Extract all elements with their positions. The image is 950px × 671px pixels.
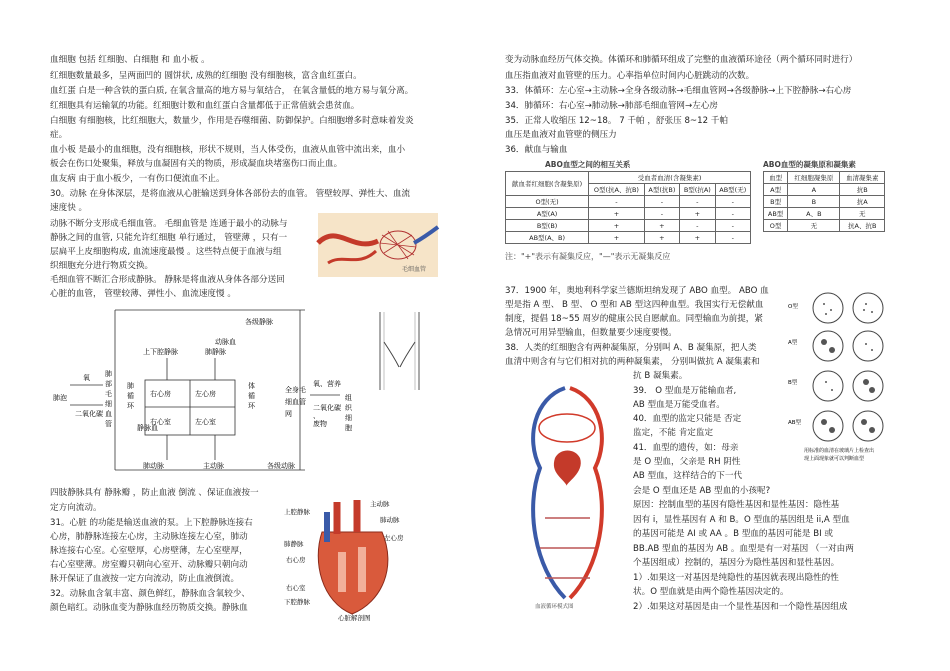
- text-line: AB 型血，这样结合的下一代: [633, 471, 743, 481]
- heart-label-la: 左心房: [384, 534, 404, 542]
- label-waste-3: 废物: [313, 420, 327, 428]
- label-pulmonary-artery: 肺动脉: [143, 462, 164, 470]
- label-co2: 二氧化碳: [75, 410, 103, 418]
- text-line: 30。动脉 在身体深层，是将血液从心脏输送到身体各部份去的血管。 管壁较厚、弹性大、血流: [50, 189, 411, 199]
- label-tissue-3: 细: [345, 414, 352, 422]
- slide-label-o: O型: [788, 304, 798, 310]
- text-line: 制度，提倡 18~55 周岁的健康公民自愿献血。同型输血为前提，紧: [505, 314, 763, 324]
- text-line: 症。: [50, 130, 68, 140]
- text-line: 血压指血液对血管壁的压力。心率指单位时间内心脏跳动的次数。: [505, 71, 755, 81]
- text-line: 1）.如果这一对基因是纯隐性的基因就表现出隐性的性: [633, 573, 839, 583]
- text-line: 血红蛋 白是一种含铁的蛋白质, 在氧含量高的地方易与氧结合， 在氧含量低的地方易与氧分离。: [50, 86, 414, 96]
- abo-head-o: O型(抗A、抗B): [589, 184, 645, 196]
- capillary-caption: 毛细血管: [402, 266, 427, 273]
- table-row: AB型(A、B) + + + -: [506, 232, 751, 244]
- text-line: 血小板 是最小的血细胞，没有细胞核，形状不规则，当人体受伤，血液从血管中流出来，血小: [50, 145, 406, 155]
- label-tissue-4: 胞: [345, 424, 352, 432]
- heart-label-ra: 右心房: [286, 556, 306, 564]
- slide-caption-1: 用标准的血清在玻璃片上检查出: [804, 448, 875, 454]
- text-line: 会是 O 型血还是 AB 型血的小孩呢?: [633, 486, 771, 496]
- text-line: 2）.如果这对基因是由一个显性基因和一个隐性基因组成: [633, 602, 848, 612]
- text-line: 四肢静脉具有 静脉瓣 ，防止血液 倒流 、保证血液按一: [50, 488, 259, 498]
- text-line: 监定，不能 肯定监定: [633, 428, 714, 438]
- label-oxygen: 氧: [83, 374, 90, 382]
- text-line: 血清中则含有与它们相对抗的两种凝集素， 分别叫做抗 A 凝集素和: [505, 357, 760, 367]
- abo-table-note: 注："+"表示有凝集反应，"—"表示无凝集反应: [505, 252, 671, 261]
- agg-table-title: ABO血型的凝集原和凝集素: [763, 160, 856, 169]
- abo-head-recipient: 受血者血清(含凝集素): [589, 172, 751, 184]
- heart-label-rv: 右心室: [286, 584, 306, 592]
- text-line: 板会在伤口处聚集，释放与血凝固有关的物质，形成凝血块堵塞伤口而止血。: [50, 159, 343, 169]
- label-body-capillary-3: 网: [285, 410, 292, 418]
- label-arterial-blood: 动脉血: [215, 338, 236, 346]
- text-line: 原因：控制血型的基因有隐性基因和显性基因：隐性基: [633, 500, 840, 510]
- heart-label-pv: 肺静脉: [284, 540, 304, 548]
- circulation-flow-diagram: [55, 300, 400, 480]
- text-line: BB.AB 型血的基因为 AB 。血型是有一对基因 （一对由两: [633, 544, 854, 554]
- label-vena-cava: 上下腔静脉: [143, 348, 178, 356]
- circ-model-caption: 血液循环模式图: [535, 604, 574, 610]
- text-line: 颜色暗红。动脉血变为静脉血经历物质交换。静脉血: [50, 603, 248, 613]
- table-row: B型 B 抗A: [764, 196, 885, 208]
- abo-head-b: B型(抗A): [680, 184, 715, 196]
- label-venous-blood: 静脉血: [137, 424, 158, 432]
- slide-label-a: A型: [788, 340, 798, 346]
- text-line: 急情况可用异型输血，但数量要少速度要慢。: [505, 328, 677, 338]
- heart-label-ivc: 下腔静脉: [284, 598, 310, 606]
- text-line: AB 型血是万能受血者。: [633, 400, 725, 410]
- label-pulmonary-circulation-3: 环: [127, 402, 134, 410]
- label-lung-capillary-4: 细: [105, 400, 112, 408]
- abo-table-title: ABO血型之间的相互关系: [545, 160, 631, 169]
- abo-relation-table: [505, 160, 755, 261]
- label-waste-1: 二氧化碳: [313, 404, 341, 412]
- label-pulmonary-circulation-1: 肺: [127, 382, 134, 390]
- text-line: 血压是血液对血管壁的侧压力: [505, 130, 617, 140]
- label-lung-capillary-2: 部: [105, 380, 112, 388]
- text-line: 变为动脉血经历气体交换。体循环和肺循环组成了完整的血液循环途径（两个循环同时进行）: [505, 55, 858, 65]
- label-left-atrium: 左心房: [195, 390, 216, 398]
- label-body-capillary-1: 全身毛: [285, 386, 306, 394]
- label-alveoli: 肺泡: [53, 394, 67, 402]
- blood-type-slides: [786, 290, 896, 470]
- text-line: 速度快 。: [50, 203, 88, 213]
- heart-anatomy-illustration: [282, 492, 422, 622]
- label-arteries: 各级动脉: [267, 462, 295, 470]
- text-line: 32。动脉血含氧丰富、颜色鲜红，静脉血含氧较少、: [50, 589, 250, 599]
- text-line: 个基因组成）控制的，基因分为隐性基因和显性基因。: [633, 558, 840, 568]
- table-row: O型 无 抗A、抗B: [764, 220, 885, 232]
- text-line: 层扁平上皮细胞构成, 血流速度最慢 。这些特点便于血液与组: [50, 247, 282, 257]
- text-line: 红细胞数量最多，呈两面凹的 圆饼状, 成熟的红细胞 没有细胞核，富含血红蛋白。: [50, 71, 362, 81]
- text-line: 右心室壁薄。房室瓣只朝向心室开、动脉瓣只朝向动: [50, 560, 248, 570]
- label-left-ventricle: 左心室: [195, 418, 216, 426]
- label-systemic-circulation-2: 循: [248, 392, 255, 400]
- text-line: 型是指 A 型、 B 型、 O 型和 AB 型这四种血型。我国实行无偿献血: [505, 300, 764, 310]
- agglutinogen-table: ABO血型的凝集原和凝集素 血型 红细胞凝集原 血清凝集素 A型 A 抗B B型 B 抗A AB型 A、B 无 O型 无 抗A、抗B: [763, 160, 888, 232]
- text-line: 41．血型的遗传，如：母亲: [633, 443, 739, 453]
- text-line: 心脏的血管， 管壁较薄、弹性小、血流速度慢 。: [50, 289, 236, 299]
- circulation-model-illustration: [505, 378, 630, 610]
- abo-head-a: A型(抗B): [644, 184, 679, 196]
- text-line: 是 O 型血，父亲是 RH 阴性: [633, 457, 741, 467]
- text-line: 红细胞具有运输氧的功能。红细胞计数和血红蛋白含量都低于正常值就会患贫血。: [50, 101, 360, 111]
- text-line: 心房，肺静脉连接左心房，主动脉连接左心室，肺动: [50, 532, 248, 542]
- label-systemic-circulation-3: 环: [248, 402, 255, 410]
- table-row: AB型 A、B 无: [764, 208, 885, 220]
- heart-label-svc: 上腔静脉: [284, 508, 310, 516]
- text-line: 血细胞 包括 红细胞、白细胞 和 血小板 。: [50, 55, 210, 65]
- label-lung-capillary-1: 肺: [105, 370, 112, 378]
- text-line: 织细胞充分进行物质交换。: [50, 261, 154, 271]
- label-waste-2: 、: [313, 412, 320, 420]
- text-line: 脉连接右心室。心室壁厚，心房壁薄，左心室壁厚，: [50, 546, 248, 556]
- abo-head-ab: AB型(无): [715, 184, 750, 196]
- heart-label-pa: 肺动脉: [380, 516, 400, 524]
- vein-valve-illustration: [372, 312, 427, 390]
- text-line: 白细胞 有细胞核，比红细胞大，数量少，作用是吞噬细菌、防御保护。白细胞增多时意味着发炎: [50, 116, 414, 126]
- label-pulmonary-vein: 肺静脉: [205, 348, 226, 356]
- text-line: 39． O 型血是万能输血者,: [633, 386, 737, 396]
- text-line: 毛细血管不断汇合形成静脉。 静脉是将血液从身体各部分送回: [50, 275, 285, 285]
- slide-caption-2: 现上面现象就可以判断血型: [804, 456, 865, 462]
- text-line: 脉开保证了血液按一定方向流动，防止血液倒流。: [50, 574, 240, 584]
- label-tissue-1: 组: [345, 394, 352, 402]
- label-lung-capillary-3: 毛: [105, 390, 112, 398]
- table-row: A型(A) + - + -: [506, 208, 751, 220]
- table-row: O型(无) - - - -: [506, 196, 751, 208]
- table-row: A型 A 抗B: [764, 184, 885, 196]
- label-venules: 各级静脉: [245, 318, 273, 326]
- label-pulmonary-circulation-2: 循: [127, 392, 134, 400]
- text-line: 静脉之间的血管, 只能允许红细胞 单行通过， 管壁薄 ，只有一: [50, 233, 288, 243]
- label-aorta: 主动脉: [203, 462, 224, 470]
- label-systemic-circulation-1: 体: [248, 382, 255, 390]
- abo-head-donor: 献血者红细胞(含凝集原): [506, 172, 589, 196]
- text-line: 动脉不断分支形成毛细血管。 毛细血管是 连通于最小的动脉与: [50, 219, 288, 229]
- text-line: 40．血型的监定只能是 否定: [633, 414, 742, 424]
- heart-caption: 心脏解剖图: [338, 614, 371, 622]
- heart-label-aorta: 主动脉: [370, 500, 390, 508]
- label-lung-capillary-6: 管: [105, 420, 112, 428]
- slide-label-b: B型: [788, 380, 798, 386]
- text-line: 状。O 型血就是由两个隐性基因决定的。: [633, 587, 789, 597]
- text-line: 33．体循环：左心室→主动脉→全身各级动脉→毛细血管网→各级静脉→上下腔静脉→右心房: [505, 86, 852, 96]
- label-nutrients: 氧、营养: [313, 380, 341, 388]
- text-line: 37．1900 年，奥地利科学家兰德斯坦纳发现了 ABO 血型。 ABO 血: [505, 286, 769, 296]
- text-line: 31。心脏 的功能是输送血液的泵。上下腔静脉连接右: [50, 518, 253, 528]
- text-line: 因有 i，显性基因有 A 和 B。O 型血的基因组是 ii,A 型血: [633, 515, 850, 525]
- text-line: 的基因可能是 AI 或 AA 。B 型血的基因可能是 BI 或: [633, 529, 833, 539]
- text-line: 血友病 由于血小板少，一有伤口便流血不止。: [50, 174, 225, 184]
- label-right-atrium: 右心房: [150, 390, 171, 398]
- text-line: 34．肺循环：右心室→肺动脉→肺部毛细血管网→左心房: [505, 101, 719, 111]
- slide-label-ab: AB型: [788, 420, 802, 426]
- text-line: 定方向流动。: [50, 503, 102, 513]
- table-row: B型(B) + + - -: [506, 220, 751, 232]
- label-lung-capillary-5: 血: [105, 410, 112, 418]
- text-line: 38．人类的红细胞含有两种凝集原，分别叫 A、B 凝集原，把人类: [505, 343, 757, 353]
- text-line: 抗 B 凝集素。: [633, 371, 688, 381]
- label-right-ventricle: 右心室: [150, 418, 171, 426]
- text-line: 36．献血与输血: [505, 145, 568, 155]
- text-line: 35．正常人收缩压 12~18。 7 千帕 ，舒张压 8~12 千帕: [505, 116, 728, 126]
- label-body-capillary-2: 细血管: [285, 398, 306, 406]
- label-tissue-2: 织: [345, 404, 352, 412]
- capillary-illustration: [318, 213, 438, 277]
